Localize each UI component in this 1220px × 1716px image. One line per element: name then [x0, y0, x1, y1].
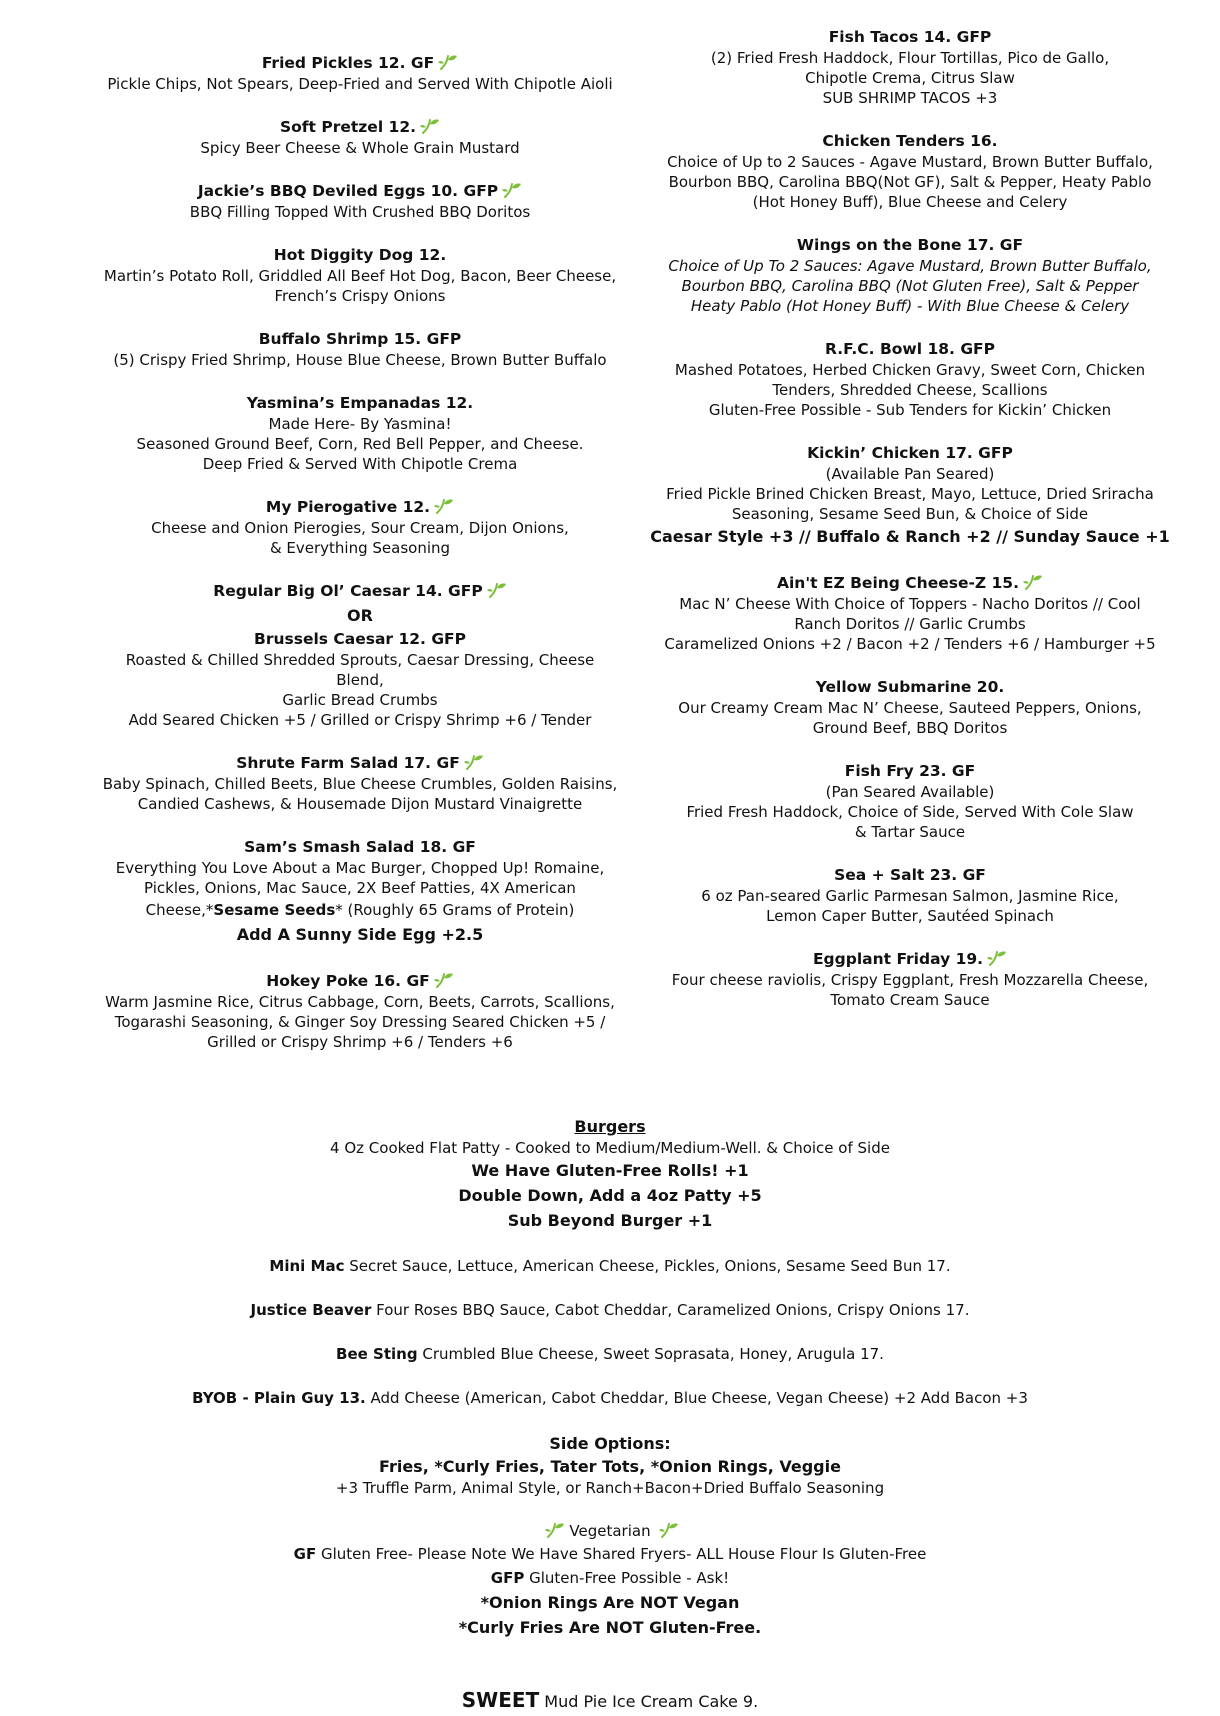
- menu-item-name: Soft Pretzel 12.: [280, 118, 416, 136]
- burger-name: Justice Beaver: [250, 1301, 372, 1319]
- description-line: Candied Cashews, & Housemade Dijon Mustard Vinaigrette: [137, 795, 583, 813]
- menu-item-name: Fried Pickles 12. GF: [261, 54, 435, 72]
- menu-item-description: [100, 266, 620, 306]
- menu-item-name: Eggplant Friday 19.: [812, 950, 984, 968]
- description-line: Garlic Bread Crumbs: [282, 691, 438, 709]
- menu-item: [100, 244, 620, 306]
- menu-item-name: Hokey Poke 16. GF: [266, 972, 430, 990]
- menu-item-title: [100, 628, 620, 650]
- burger-name: Bee Sting: [336, 1345, 418, 1363]
- burgers-subtitle: 4 Oz Cooked Flat Patty - Cooked to Medium/Medium-Well. & Choice of Side: [330, 1139, 890, 1157]
- description-line: Spicy Beer Cheese & Whole Grain Mustard: [200, 139, 520, 157]
- description-line: Add Seared Chicken +5 / Grilled or Crispy Shrimp +6 / Tender: [128, 711, 592, 729]
- gfp-key: GFP: [490, 1569, 525, 1587]
- text: * (Roughly 65 Grams of Protein): [335, 901, 575, 919]
- burger-name: BYOB - Plain Guy 13.: [192, 1389, 366, 1407]
- description-line: Warm Jasmine Rice, Citrus Cabbage, Corn, Beets, Carrots, Scallions,: [105, 993, 615, 1011]
- gf-text: Gluten Free- Please Note We Have Shared Fryers- ALL House Flour Is Gluten-Free: [316, 1545, 927, 1563]
- menu-item-description: [640, 698, 1180, 738]
- description-line: Heaty Pablo (Hot Honey Buff) - With Blue Cheese & Celery: [690, 297, 1130, 315]
- sprout-icon: [545, 1522, 565, 1538]
- menu-item-description: [640, 152, 1180, 212]
- sprout-icon: [487, 582, 507, 598]
- gf-legend: [0, 1542, 1220, 1566]
- menu-item-title: [100, 180, 620, 202]
- menu-item-title: [100, 328, 620, 350]
- menu-item-description: [100, 138, 620, 158]
- description-line: & Everything Seasoning: [269, 539, 451, 557]
- menu-item-name: Sam’s Smash Salad 18. GF: [244, 838, 476, 856]
- menu-item-title: [640, 864, 1180, 886]
- burger-name: Mini Mac: [269, 1257, 345, 1275]
- sprout-icon: [420, 118, 440, 134]
- menu-item-description: [640, 256, 1180, 316]
- menu-item-title: [100, 836, 620, 858]
- menu-item: [100, 116, 620, 158]
- menu-item: [100, 752, 620, 814]
- menu-item-title: [100, 52, 620, 74]
- dessert-item: Mud Pie Ice Cream Cake 9.: [539, 1692, 759, 1711]
- description-line: Ranch Doritos // Garlic Crumbs: [794, 615, 1026, 633]
- description-line: Choice of Up To 2 Sauces: Agave Mustard, Brown Butter Buffalo,: [668, 257, 1152, 275]
- description-line: Fried Fresh Haddock, Choice of Side, Served With Cole Slaw: [686, 803, 1134, 821]
- burger-note: We Have Gluten-Free Rolls! +1: [471, 1161, 749, 1180]
- description-line: Chipotle Crema, Citrus Slaw: [805, 69, 1015, 87]
- menu-item-name: Kickin’ Chicken 17. GFP: [807, 444, 1013, 462]
- menu-item-name: Sea + Salt 23. GF: [834, 866, 986, 884]
- sprout-icon: [655, 1522, 679, 1540]
- menu-item: [100, 970, 620, 1052]
- description-line: SUB SHRIMP TACOS +3: [822, 89, 998, 107]
- menu-item: [100, 328, 620, 370]
- menu-item: [100, 392, 620, 474]
- description-line: Mashed Potatoes, Herbed Chicken Gravy, Sweet Corn, Chicken: [674, 361, 1146, 379]
- menu-item-title: [100, 496, 620, 518]
- menu-item-description: [100, 858, 620, 948]
- burgers-section: [0, 1116, 1220, 1640]
- menu-item-description: [640, 464, 1180, 550]
- gfp-text: Gluten-Free Possible - Ask!: [524, 1569, 730, 1587]
- description-line: Made Here- By Yasmina!: [268, 415, 452, 433]
- curly-fries-note: *Curly Fries Are NOT Gluten-Free.: [458, 1618, 762, 1637]
- menu-item-title: [100, 752, 620, 774]
- menu-item-name: Chicken Tenders 16.: [822, 132, 998, 150]
- menu-item-name: Yasmina’s Empanadas 12.: [246, 394, 474, 412]
- menu-item: [640, 130, 1180, 212]
- menu-item-description: [100, 202, 620, 222]
- menu-item-title: [640, 948, 1180, 970]
- menu-item-name: Ain't EZ Being Cheese-Z 15.: [777, 574, 1019, 592]
- menu-item-title: [640, 234, 1180, 256]
- menu-item-name: Jackie’s BBQ Deviled Eggs 10. GFP: [197, 182, 499, 200]
- description-line: Deep Fried & Served With Chipotle Crema: [202, 455, 518, 473]
- burger-item: [0, 1343, 1220, 1365]
- menu-item-description: [100, 74, 620, 94]
- menu-item-title: [640, 130, 1180, 152]
- menu-item-description: [100, 774, 620, 814]
- description-line: Togarashi Seasoning, & Ginger Soy Dressing Seared Chicken +5 /: [114, 1013, 606, 1031]
- sweet-heading: SWEET: [461, 1688, 540, 1712]
- menu-item-name: Fish Fry 23. GF: [844, 762, 976, 780]
- dessert-line: [0, 1688, 1220, 1712]
- menu-item-name: Buffalo Shrimp 15. GFP: [258, 330, 462, 348]
- description-line: Ground Beef, BBQ Doritos: [812, 719, 1008, 737]
- menu-item: [100, 496, 620, 558]
- description-line: BBQ Filling Topped With Crushed BBQ Doritos: [189, 203, 531, 221]
- menu-item: [640, 338, 1180, 420]
- description-line: (Available Pan Seared): [825, 465, 995, 483]
- menu-item-title: [640, 442, 1180, 464]
- menu-item-name: R.F.C. Bowl 18. GFP: [825, 340, 995, 358]
- burger-note: Sub Beyond Burger +1: [507, 1211, 713, 1230]
- burger-desc: Add Cheese (American, Cabot Cheddar, Blue Cheese, Vegan Cheese) +2 Add Bacon +3: [365, 1389, 1028, 1407]
- right-menu-column: [640, 26, 1180, 1032]
- menu-item-description: [100, 350, 620, 370]
- description-line: (5) Crispy Fried Shrimp, House Blue Cheese, Brown Butter Buffalo: [113, 351, 607, 369]
- description-line: & Tartar Sauce: [854, 823, 966, 841]
- burger-desc: Four Roses BBQ Sauce, Cabot Cheddar, Caramelized Onions, Crispy Onions 17.: [371, 1301, 970, 1319]
- description-line: French’s Crispy Onions: [274, 287, 446, 305]
- menu-item-description: [100, 518, 620, 558]
- menu-item-name: Hot Diggity Dog 12.: [273, 246, 447, 264]
- description-line: Gluten-Free Possible - Sub Tenders for Kickin’ Chicken: [708, 401, 1112, 419]
- description-line: Martin’s Potato Roll, Griddled All Beef Hot Dog, Bacon, Beer Cheese,: [103, 267, 617, 285]
- menu-item-title: [640, 572, 1180, 594]
- menu-item-name: Yellow Submarine 20.: [815, 678, 1005, 696]
- menu-item: [640, 948, 1180, 1010]
- menu-item-description: [640, 886, 1180, 926]
- sprout-icon: [1023, 574, 1043, 590]
- menu-item-description: [640, 782, 1180, 842]
- side-options-title: Side Options:: [549, 1434, 671, 1453]
- emphasis: Sesame Seeds: [213, 901, 336, 919]
- menu-item-title: [640, 676, 1180, 698]
- sprout-icon: [464, 754, 484, 770]
- burger-desc: Secret Sauce, Lettuce, American Cheese, Pickles, Onions, Sesame Seed Bun 17.: [344, 1257, 951, 1275]
- burger-note: Double Down, Add a 4oz Patty +5: [458, 1186, 762, 1205]
- text: Cheese,*: [145, 901, 214, 919]
- burger-item: [0, 1299, 1220, 1321]
- description-line: Seasoned Ground Beef, Corn, Red Bell Pepper, and Cheese.: [136, 435, 584, 453]
- gfp-legend: [0, 1566, 1220, 1590]
- menu-item: [100, 180, 620, 222]
- description-line: Choice of Up to 2 Sauces - Agave Mustard, Brown Butter Buffalo,: [667, 153, 1153, 171]
- menu-item: [640, 760, 1180, 842]
- sprout-icon: [987, 950, 1007, 966]
- side-options-list: Fries, *Curly Fries, Tater Tots, *Onion Rings, Veggie: [379, 1457, 841, 1476]
- menu-item-title: [100, 970, 620, 992]
- menu-item-description: [640, 360, 1180, 420]
- description-line: Bourbon BBQ, Carolina BBQ (Not Gluten Free), Salt & Pepper: [681, 277, 1139, 295]
- vegetarian-label: Vegetarian: [569, 1522, 651, 1540]
- menu-item-description: [640, 970, 1180, 1010]
- gf-key: GF: [293, 1545, 317, 1563]
- smash-salad-item: [100, 836, 620, 948]
- description-line: Everything You Love About a Mac Burger, Chopped Up! Romaine,: [115, 859, 605, 877]
- menu-item-title: [100, 392, 620, 414]
- menu-item-name: Shrute Farm Salad 17. GF: [236, 754, 460, 772]
- menu-item-description: [640, 594, 1180, 654]
- menu-item-name: My Pierogative 12.: [265, 498, 431, 516]
- sprout-icon: [502, 182, 522, 198]
- description-line: 6 oz Pan-seared Garlic Parmesan Salmon, Jasmine Rice,: [701, 887, 1119, 905]
- onion-rings-note: *Onion Rings Are NOT Vegan: [480, 1593, 740, 1612]
- description-line: Tomato Cream Sauce: [830, 991, 990, 1009]
- menu-item-title: [640, 26, 1180, 48]
- description-line: Bourbon BBQ, Carolina BBQ(Not GF), Salt & Pepper, Heaty Pablo: [668, 173, 1152, 191]
- menu-item: [640, 572, 1180, 654]
- description-line: Baby Spinach, Chilled Beets, Blue Cheese Crumbles, Golden Raisins,: [102, 775, 618, 793]
- burger-desc: Crumbled Blue Cheese, Sweet Soprasata, Honey, Arugula 17.: [417, 1345, 884, 1363]
- description-line: (Hot Honey Buff), Blue Cheese and Celery: [752, 193, 1068, 211]
- sprout-icon: [434, 972, 454, 988]
- menu-item-description: [100, 414, 620, 474]
- style-options: Caesar Style +3 // Buffalo & Ranch +2 // Sunday Sauce +1: [650, 527, 1170, 546]
- add-egg-option: Add A Sunny Side Egg +2.5: [236, 925, 484, 944]
- menu-item-title: [100, 116, 620, 138]
- sprout-icon: [434, 498, 454, 514]
- burgers-title: Burgers: [574, 1117, 646, 1136]
- description-line: Seasoning, Sesame Seed Bun, & Choice of Side: [731, 505, 1089, 523]
- menu-item: [640, 864, 1180, 926]
- left-menu-column: [100, 52, 620, 1074]
- or-divider: OR: [347, 606, 373, 625]
- sprout-icon: [438, 54, 458, 70]
- menu-item-title: [100, 580, 620, 602]
- burger-item: [0, 1387, 1220, 1409]
- side-options-extras: +3 Truffle Parm, Animal Style, or Ranch+Bacon+Dried Buffalo Seasoning: [335, 1479, 885, 1497]
- vegetarian-legend: [0, 1520, 1220, 1542]
- description-line: [100, 898, 620, 922]
- menu-item: [640, 676, 1180, 738]
- description-line: Our Creamy Cream Mac N’ Cheese, Sauteed Peppers, Onions,: [678, 699, 1142, 717]
- menu-item: [640, 234, 1180, 316]
- description-line: Fried Pickle Brined Chicken Breast, Mayo, Lettuce, Dried Sriracha: [666, 485, 1154, 503]
- description-line: Caramelized Onions +2 / Bacon +2 / Tenders +6 / Hamburger +5: [664, 635, 1156, 653]
- description-line: Four cheese raviolis, Crispy Eggplant, Fresh Mozzarella Cheese,: [671, 971, 1149, 989]
- menu-item-description: [640, 48, 1180, 108]
- description-line: Pickles, Onions, Mac Sauce, 2X Beef Patties, 4X American: [144, 879, 576, 897]
- menu-item-name: Fish Tacos 14. GFP: [828, 28, 992, 46]
- kickin-chicken-item: [640, 442, 1180, 550]
- menu-item-title: [640, 338, 1180, 360]
- burger-item: [0, 1255, 1220, 1277]
- menu-item: [100, 52, 620, 94]
- description-line: Roasted & Chilled Shredded Sprouts, Caesar Dressing, Cheese Blend,: [125, 651, 595, 689]
- sprout-icon: [541, 1522, 565, 1540]
- description-line: Mac N’ Cheese With Choice of Toppers - Nacho Doritos // Cool: [679, 595, 1141, 613]
- menu-item: [640, 26, 1180, 108]
- sprout-icon: [659, 1522, 679, 1538]
- menu-item-description: [100, 992, 620, 1052]
- menu-item-name: Wings on the Bone 17. GF: [796, 236, 1024, 254]
- menu-item-name: Regular Big Ol’ Caesar 14. GFP: [213, 582, 483, 600]
- description-line: (2) Fried Fresh Haddock, Flour Tortillas, Pico de Gallo,: [710, 49, 1110, 67]
- menu-item-description: [100, 650, 620, 730]
- menu-item-name: Brussels Caesar 12. GFP: [254, 630, 466, 648]
- description-line: (Pan Seared Available): [825, 783, 995, 801]
- description-line: Grilled or Crispy Shrimp +6 / Tenders +6: [207, 1033, 513, 1051]
- caesar-item: [100, 580, 620, 730]
- description-line: Lemon Caper Butter, Sautéed Spinach: [766, 907, 1054, 925]
- menu-item-title: [100, 244, 620, 266]
- description-line: Cheese and Onion Pierogies, Sour Cream, Dijon Onions,: [151, 519, 569, 537]
- menu-item-title: [640, 760, 1180, 782]
- description-line: Pickle Chips, Not Spears, Deep-Fried and Served With Chipotle Aioli: [107, 75, 613, 93]
- description-line: Tenders, Shredded Cheese, Scallions: [772, 381, 1048, 399]
